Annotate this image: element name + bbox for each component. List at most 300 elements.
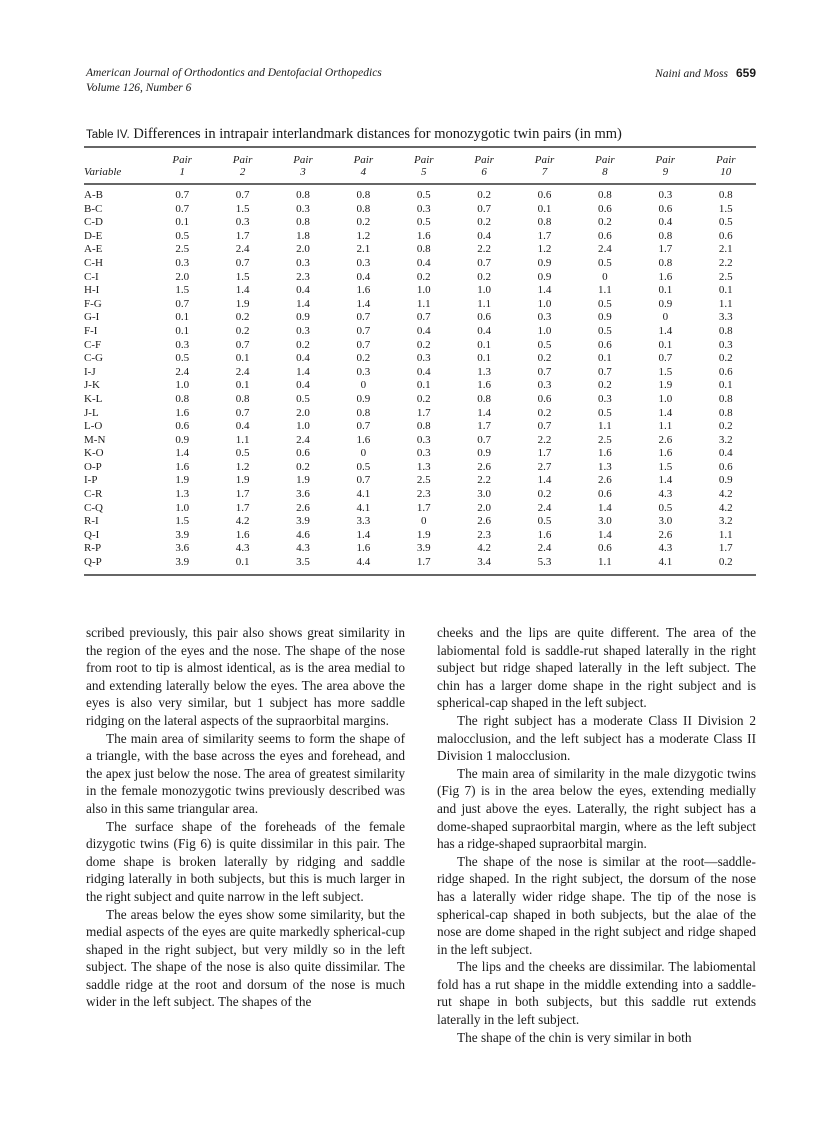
cell-value: 2.6 (296, 501, 310, 514)
cell-value: 2.2 (477, 243, 492, 256)
cell-value: 0.3 (416, 352, 431, 365)
cell-value: 4.2 (477, 542, 492, 555)
cell-value: 0.8 (477, 392, 492, 405)
cell-value: 0.1 (537, 202, 552, 215)
table-row (84, 407, 756, 421)
cell-value: 4.6 (296, 528, 310, 541)
cell-value: 0.7 (537, 420, 552, 433)
cell-value: 0.6 (598, 338, 612, 351)
cell-value: 0.2 (296, 460, 310, 473)
cell-value: 2.5 (175, 243, 190, 256)
cell-value: 2.4 (235, 365, 250, 378)
cell-value: 4.2 (235, 515, 250, 528)
cell-value: 1.5 (658, 365, 673, 378)
cell-value: 0.2 (477, 189, 492, 201)
cell-value: 0.2 (598, 216, 612, 229)
row-variable: R-P (84, 542, 102, 555)
cell-value: 1.6 (356, 284, 371, 297)
paragraph: scribed previously, this pair also shows great similarity in the region of the eyes and the nose. The shape of the nose from root to tip is almost identical, as is the area medial to and extending laterally below the eyes. The area above the eyes is also very similar, but 1 subject has more saddle ridging on the lateral aspects of the supraorbital margins. (86, 625, 405, 728)
cell-value: 0.4 (235, 420, 250, 433)
cell-value: 3.0 (598, 515, 612, 528)
cell-value: 0.1 (658, 338, 673, 351)
cell-value: 0.5 (296, 392, 310, 405)
cell-value: 3.2 (718, 515, 733, 528)
cell-value: 0.3 (537, 379, 552, 392)
cell-value: 0.6 (598, 202, 612, 215)
cell-value: 3.3 (718, 311, 733, 324)
cell-value: 0 (421, 515, 427, 528)
cell-value: 0.7 (537, 365, 552, 378)
cell-value: 0.8 (537, 216, 552, 229)
cell-value: 4.2 (718, 488, 733, 501)
cell-value: 0.7 (356, 324, 371, 337)
cell-value: 1.1 (235, 433, 250, 446)
cell-value: 0.2 (718, 352, 733, 365)
cell-value: 0.5 (537, 515, 552, 528)
table-row (84, 298, 756, 312)
cell-value: 0.8 (235, 392, 250, 405)
cell-value: 2.6 (658, 433, 673, 446)
cell-value: 1.4 (356, 297, 371, 310)
cell-value: 0.8 (416, 420, 431, 433)
cell-value: 1.7 (235, 488, 250, 501)
cell-value: 2.5 (416, 474, 431, 487)
table-row (84, 515, 756, 529)
cell-value: 0.9 (658, 297, 673, 310)
cell-value: 0 (662, 311, 669, 324)
cell-value: 0.5 (598, 297, 612, 310)
left-column (86, 624, 405, 1011)
cell-value: 0.3 (356, 365, 371, 378)
cell-value: 1.7 (416, 501, 431, 514)
cell-value: 0.4 (658, 216, 673, 229)
cell-value: 1.4 (658, 474, 673, 487)
cell-value: 2.2 (718, 256, 733, 269)
cell-value: 0.6 (598, 488, 612, 501)
cell-value: 0.3 (416, 447, 431, 460)
cell-value: 0.4 (477, 324, 492, 337)
cell-value: 0.3 (175, 338, 190, 351)
cell-value: 0.2 (416, 392, 431, 405)
cell-value: 0.4 (296, 379, 310, 392)
cell-value: 2.4 (598, 243, 612, 256)
cell-value: 0.9 (718, 474, 733, 487)
cell-value: 0.7 (356, 474, 371, 487)
cell-value: 0.4 (718, 447, 733, 460)
cell-value: 1.3 (175, 488, 190, 501)
cell-value: 0.8 (658, 229, 673, 242)
cell-value: 0.7 (356, 420, 371, 433)
cell-value: 0.1 (416, 379, 431, 392)
cell-value: 1.7 (477, 420, 492, 433)
cell-value: 0.5 (356, 460, 371, 473)
table-row (84, 542, 756, 556)
cell-value: 3.5 (296, 556, 310, 569)
cell-value: 1.0 (537, 324, 552, 337)
cell-value: 0 (360, 447, 367, 460)
cell-value: 1.1 (598, 284, 612, 297)
row-variable: I-P (84, 474, 98, 487)
cell-value: 0.8 (718, 189, 733, 201)
cell-value: 0.5 (718, 216, 733, 229)
cell-value: 0.6 (477, 311, 492, 324)
cell-value: 0.8 (718, 406, 733, 419)
cell-value: 0.8 (296, 189, 310, 201)
header-pair: Pair 2 (232, 154, 253, 178)
cell-value: 1.9 (416, 528, 431, 541)
cell-value: 3.4 (477, 556, 492, 569)
cell-value: 0.5 (175, 229, 190, 242)
cell-value: 2.4 (235, 243, 250, 256)
cell-value: 0.9 (537, 256, 552, 269)
cell-value: 0.8 (598, 189, 612, 201)
cell-value: 1.2 (537, 243, 552, 256)
cell-value: 0.3 (235, 216, 250, 229)
cell-value: 4.4 (356, 556, 371, 569)
table-header-row (84, 148, 756, 183)
cell-value: 0.3 (537, 311, 552, 324)
cell-value: 1.9 (296, 474, 310, 487)
row-variable: Q-P (84, 556, 102, 569)
cell-value: 0.1 (718, 284, 733, 297)
cell-value: 2.6 (658, 528, 673, 541)
cell-value: 0.3 (175, 256, 190, 269)
cell-value: 0.2 (718, 556, 733, 569)
cell-value: 0.7 (175, 202, 190, 215)
row-variable: D-E (84, 229, 103, 242)
cell-value: 2.3 (477, 528, 492, 541)
cell-value: 4.3 (658, 542, 673, 555)
cell-value: 0.2 (416, 338, 431, 351)
paragraph: The surface shape of the foreheads of the female dizygotic twins (Fig 6) is quite dissimilar in this pair. The dome shape is broken laterally by ridging and saddle ridging laterally in both subjects, but this is much larger in the right subject and quite narrow in the left subject. (86, 818, 405, 904)
cell-value: 0.7 (175, 189, 190, 201)
cell-value: 4.1 (658, 556, 673, 569)
cell-value: 1.4 (658, 406, 673, 419)
cell-value: 1.4 (537, 474, 552, 487)
cell-value: 2.3 (296, 270, 310, 283)
cell-value: 1.7 (718, 542, 733, 555)
header-pair: Pair 5 (413, 154, 434, 178)
paragraph: The shape of the chin is very similar in both (457, 1029, 692, 1045)
cell-value: 1.6 (658, 270, 673, 283)
cell-value: 2.6 (598, 474, 612, 487)
cell-value: 0.9 (537, 270, 552, 283)
row-variable: C-R (84, 488, 103, 501)
table-row (84, 420, 756, 434)
cell-value: 1.4 (356, 528, 371, 541)
row-variable: A-B (84, 189, 103, 201)
cell-value: 1.6 (537, 528, 552, 541)
cell-value: 0.7 (477, 433, 492, 446)
paragraph: The right subject has a moderate Class II Division 2 malocclusion, and the left subject has a moderate Class II Division 1 malocclusion. (437, 712, 756, 764)
cell-value: 1.6 (416, 229, 431, 242)
table-row (84, 203, 756, 217)
cell-value: 0.7 (416, 311, 431, 324)
cell-value: 0.2 (537, 488, 552, 501)
cell-value: 0.8 (416, 243, 431, 256)
row-variable: O-P (84, 460, 102, 473)
cell-value: 0.4 (416, 324, 431, 337)
cell-value: 0.1 (235, 379, 250, 392)
row-variable: C-I (84, 270, 99, 283)
cell-value: 0.7 (356, 338, 371, 351)
row-variable: B-C (84, 202, 103, 215)
cell-value: 0.3 (296, 256, 310, 269)
cell-value: 0.3 (296, 324, 310, 337)
cell-value: 0.5 (175, 352, 190, 365)
cell-value: 1.7 (235, 501, 250, 514)
cell-value: 1.9 (235, 297, 250, 310)
cell-value: 1.5 (175, 515, 190, 528)
row-variable: C-H (84, 256, 103, 269)
table-row (84, 185, 756, 203)
table-row (84, 271, 756, 285)
cell-value: 0.1 (598, 352, 612, 365)
row-variable: G-I (84, 311, 100, 324)
cell-value: 1.3 (416, 460, 431, 473)
cell-value: 1.7 (235, 229, 250, 242)
cell-value: 3.9 (296, 515, 310, 528)
cell-value: 0.3 (598, 392, 612, 405)
cell-value: 0.7 (356, 311, 371, 324)
cell-value: 1.4 (537, 284, 552, 297)
header-pair: Pair 7 (534, 154, 555, 178)
cell-value: 0.8 (356, 202, 371, 215)
cell-value: 0.3 (416, 202, 431, 215)
cell-value: 1.5 (235, 202, 250, 215)
table-row (84, 352, 756, 366)
table-bottom-rule (84, 574, 756, 576)
cell-value: 2.0 (477, 501, 492, 514)
row-variable: J-L (84, 406, 99, 419)
cell-value: 1.5 (175, 284, 190, 297)
cell-value: 0.7 (658, 352, 673, 365)
cell-value: 3.9 (175, 528, 190, 541)
row-variable: J-K (84, 379, 100, 392)
cell-value: 0.6 (718, 365, 733, 378)
cell-value: 0.7 (477, 256, 492, 269)
cell-value: 1.7 (537, 447, 552, 460)
cell-value: 0.2 (537, 352, 552, 365)
paragraph: The shape of the nose is similar at the root—saddle-ridge shaped. In the right subject, the dorsum of the nose has a laterally wider ridge shape. The tip of the nose is spherical-cap shaped in both subjects, but the alae of the nose are dome shaped in the right subject and ridge shaped in the left subject. (437, 853, 756, 957)
cell-value: 2.4 (537, 542, 552, 555)
table-row (84, 216, 756, 230)
row-variable: L-O (84, 420, 103, 433)
cell-value: 0.7 (235, 338, 250, 351)
cell-value: 1.7 (537, 229, 552, 242)
cell-value: 1.7 (658, 243, 673, 256)
cell-value: 1.9 (658, 379, 673, 392)
cell-value: 0.8 (718, 324, 733, 337)
cell-value: 4.3 (658, 488, 673, 501)
table-row (84, 339, 756, 353)
author-page (655, 66, 756, 82)
cell-value: 0.2 (296, 338, 310, 351)
cell-value: 0.8 (175, 392, 190, 405)
cell-value: 0.7 (598, 365, 612, 378)
cell-value: 1.4 (296, 365, 310, 378)
cell-value: 1.7 (416, 406, 431, 419)
cell-value: 2.6 (477, 515, 492, 528)
header-pair: Pair 6 (474, 154, 494, 178)
cell-value: 0.6 (658, 202, 673, 215)
cell-value: 1.4 (598, 501, 612, 514)
paragraph: The main area of similarity seems to form the shape of a triangle, with the base across the eyes and forehead, and the apex just below the nose. The area of greatest similarity in the female monozygotic twins previously described was also in this same triangular area. (86, 730, 405, 816)
cell-value: 4.3 (296, 542, 310, 555)
cell-value: 1.0 (537, 297, 552, 310)
cell-value: 1.6 (356, 542, 371, 555)
cell-value: 1.5 (718, 202, 733, 215)
cell-value: 1.4 (296, 297, 310, 310)
cell-value: 3.0 (658, 515, 673, 528)
cell-value: 0.5 (598, 324, 612, 337)
cell-value: 0.9 (175, 433, 190, 446)
cell-value: 1.4 (658, 324, 673, 337)
data-table (84, 146, 756, 576)
cell-value: 1.0 (175, 501, 190, 514)
cell-value: 0.9 (598, 311, 612, 324)
cell-value: 1.0 (296, 420, 310, 433)
table-title: Differences in intrapair interlandmark distances for monozygotic twin pairs (in mm) (133, 126, 622, 142)
cell-value: 2.0 (175, 270, 190, 283)
cell-value: 0.1 (175, 311, 190, 324)
authors: Naini and Moss (655, 68, 728, 80)
table-row (84, 461, 756, 475)
table-row (84, 325, 756, 339)
cell-value: 1.3 (598, 460, 612, 473)
cell-value: 0.5 (658, 501, 673, 514)
cell-value: 1.4 (477, 406, 492, 419)
cell-value: 0.8 (718, 392, 733, 405)
cell-value: 1.8 (296, 229, 310, 242)
cell-value: 2.0 (296, 406, 310, 419)
cell-value: 0.2 (537, 406, 552, 419)
cell-value: 0 (360, 379, 367, 392)
cell-value: 1.3 (477, 365, 492, 378)
table-body (84, 185, 756, 570)
row-variable: C-Q (84, 501, 103, 514)
paragraph: The main area of similarity in the male dizygotic twins (Fig 7) is in the area below the eyes, extending medially and just above the eyes. Laterally, the right subject has a dome-shaped supraorbital margin, where as the left subject has a ridge-shaped supraorbital margin. (437, 765, 756, 852)
cell-value: 1.6 (235, 528, 250, 541)
cell-value: 2.1 (356, 243, 371, 256)
cell-value: 0.3 (356, 256, 371, 269)
row-variable: C-G (84, 352, 103, 365)
paragraph: The lips and the cheeks are dissimilar. The labiomental fold has a rut shape in the middle extending into a saddle-rut shape in both subjects, but this saddle rut extends laterally in the left subject. (437, 959, 756, 1028)
table-row (84, 434, 756, 448)
cell-value: 0.1 (658, 284, 673, 297)
cell-value: 1.1 (598, 420, 612, 433)
cell-value: 0.5 (416, 189, 431, 201)
cell-value: 1.2 (356, 229, 371, 242)
cell-value: 1.2 (235, 460, 250, 473)
table-row (84, 474, 756, 488)
table-row (84, 393, 756, 407)
row-variable: C-D (84, 216, 103, 229)
cell-value: 0.1 (175, 216, 190, 229)
cell-value: 2.4 (537, 501, 552, 514)
cell-value: 4.3 (235, 542, 250, 555)
table-row (84, 379, 756, 393)
table-caption (86, 126, 622, 143)
cell-value: 2.0 (296, 243, 310, 256)
cell-value: 0.1 (235, 556, 250, 569)
cell-value: 3.6 (296, 488, 310, 501)
cell-value: 1.6 (658, 447, 673, 460)
table-row (84, 257, 756, 271)
cell-value: 0 (602, 270, 608, 283)
cell-value: 1.1 (477, 297, 492, 310)
cell-value: 2.2 (477, 474, 492, 487)
row-variable: A-E (84, 243, 103, 256)
cell-value: 0.4 (356, 270, 371, 283)
cell-value: 0.7 (477, 202, 492, 215)
cell-value: 4.1 (356, 488, 371, 501)
cell-value: 0.1 (175, 324, 190, 337)
cell-value: 0.8 (296, 216, 310, 229)
row-variable: K-L (84, 392, 103, 405)
table-row (84, 502, 756, 516)
table-row (84, 230, 756, 244)
right-column (437, 624, 756, 1046)
table-row (84, 529, 756, 543)
cell-value: 2.1 (718, 243, 733, 256)
cell-value: 0.6 (537, 189, 552, 201)
cell-value: 0.5 (598, 256, 612, 269)
cell-value: 1.0 (416, 284, 431, 297)
cell-value: 0.8 (356, 406, 371, 419)
cell-value: 0.9 (477, 447, 492, 460)
cell-value: 0.4 (296, 284, 310, 297)
cell-value: 1.4 (598, 528, 612, 541)
cell-value: 3.9 (175, 556, 190, 569)
cell-value: 0.6 (537, 392, 552, 405)
cell-value: 0.7 (175, 297, 190, 310)
paragraph: cheeks and the lips are quite different. The area of the labiomental fold is saddle-rut shaped laterally in the right subject but ridge shaped laterally in the left subject. The chin has a larger dome shape in the right subject and is spherical-cap shaped in the left subject. (437, 625, 756, 711)
cell-value: 0.6 (598, 229, 612, 242)
cell-value: 0.2 (235, 324, 250, 337)
header-pair: Pair 9 (655, 154, 676, 178)
cell-value: 4.2 (718, 501, 733, 514)
cell-value: 0.6 (175, 420, 190, 433)
row-variable: C-F (84, 338, 102, 351)
cell-value: 0.2 (718, 420, 733, 433)
page-number: 659 (735, 66, 756, 80)
paragraph: The areas below the eyes show some similarity, but the medial aspects of the eyes are quite markedly spherical-cup shaped in the right subject, but very mildly so in the left subject. The shape of the nose is also quite dissimilar. The saddle ridge at the root and dorsum of the nose is much wider in the left subject. The shapes of the (86, 906, 405, 1010)
cell-value: 1.6 (598, 447, 612, 460)
cell-value: 0.9 (356, 392, 371, 405)
cell-value: 0.6 (718, 460, 733, 473)
cell-value: 5.3 (537, 556, 552, 569)
journal-name: American Journal of Orthodontics and Dentofacial Orthopedics (86, 67, 382, 79)
cell-value: 0.7 (235, 189, 250, 201)
cell-value: 3.9 (416, 542, 431, 555)
cell-value: 1.6 (477, 379, 492, 392)
table-row (84, 311, 756, 325)
cell-value: 2.7 (537, 460, 552, 473)
cell-value: 0.2 (235, 311, 250, 324)
cell-value: 1.0 (175, 379, 190, 392)
row-variable: M-N (84, 433, 106, 446)
cell-value: 0.7 (235, 256, 250, 269)
table-row (84, 284, 756, 298)
cell-value: 3.0 (477, 488, 492, 501)
cell-value: 1.7 (416, 556, 431, 569)
cell-value: 0.3 (718, 338, 733, 351)
cell-value: 0.6 (296, 447, 310, 460)
cell-value: 0.1 (718, 379, 733, 392)
cell-value: 0.3 (296, 202, 310, 215)
row-variable: F-I (84, 324, 98, 337)
